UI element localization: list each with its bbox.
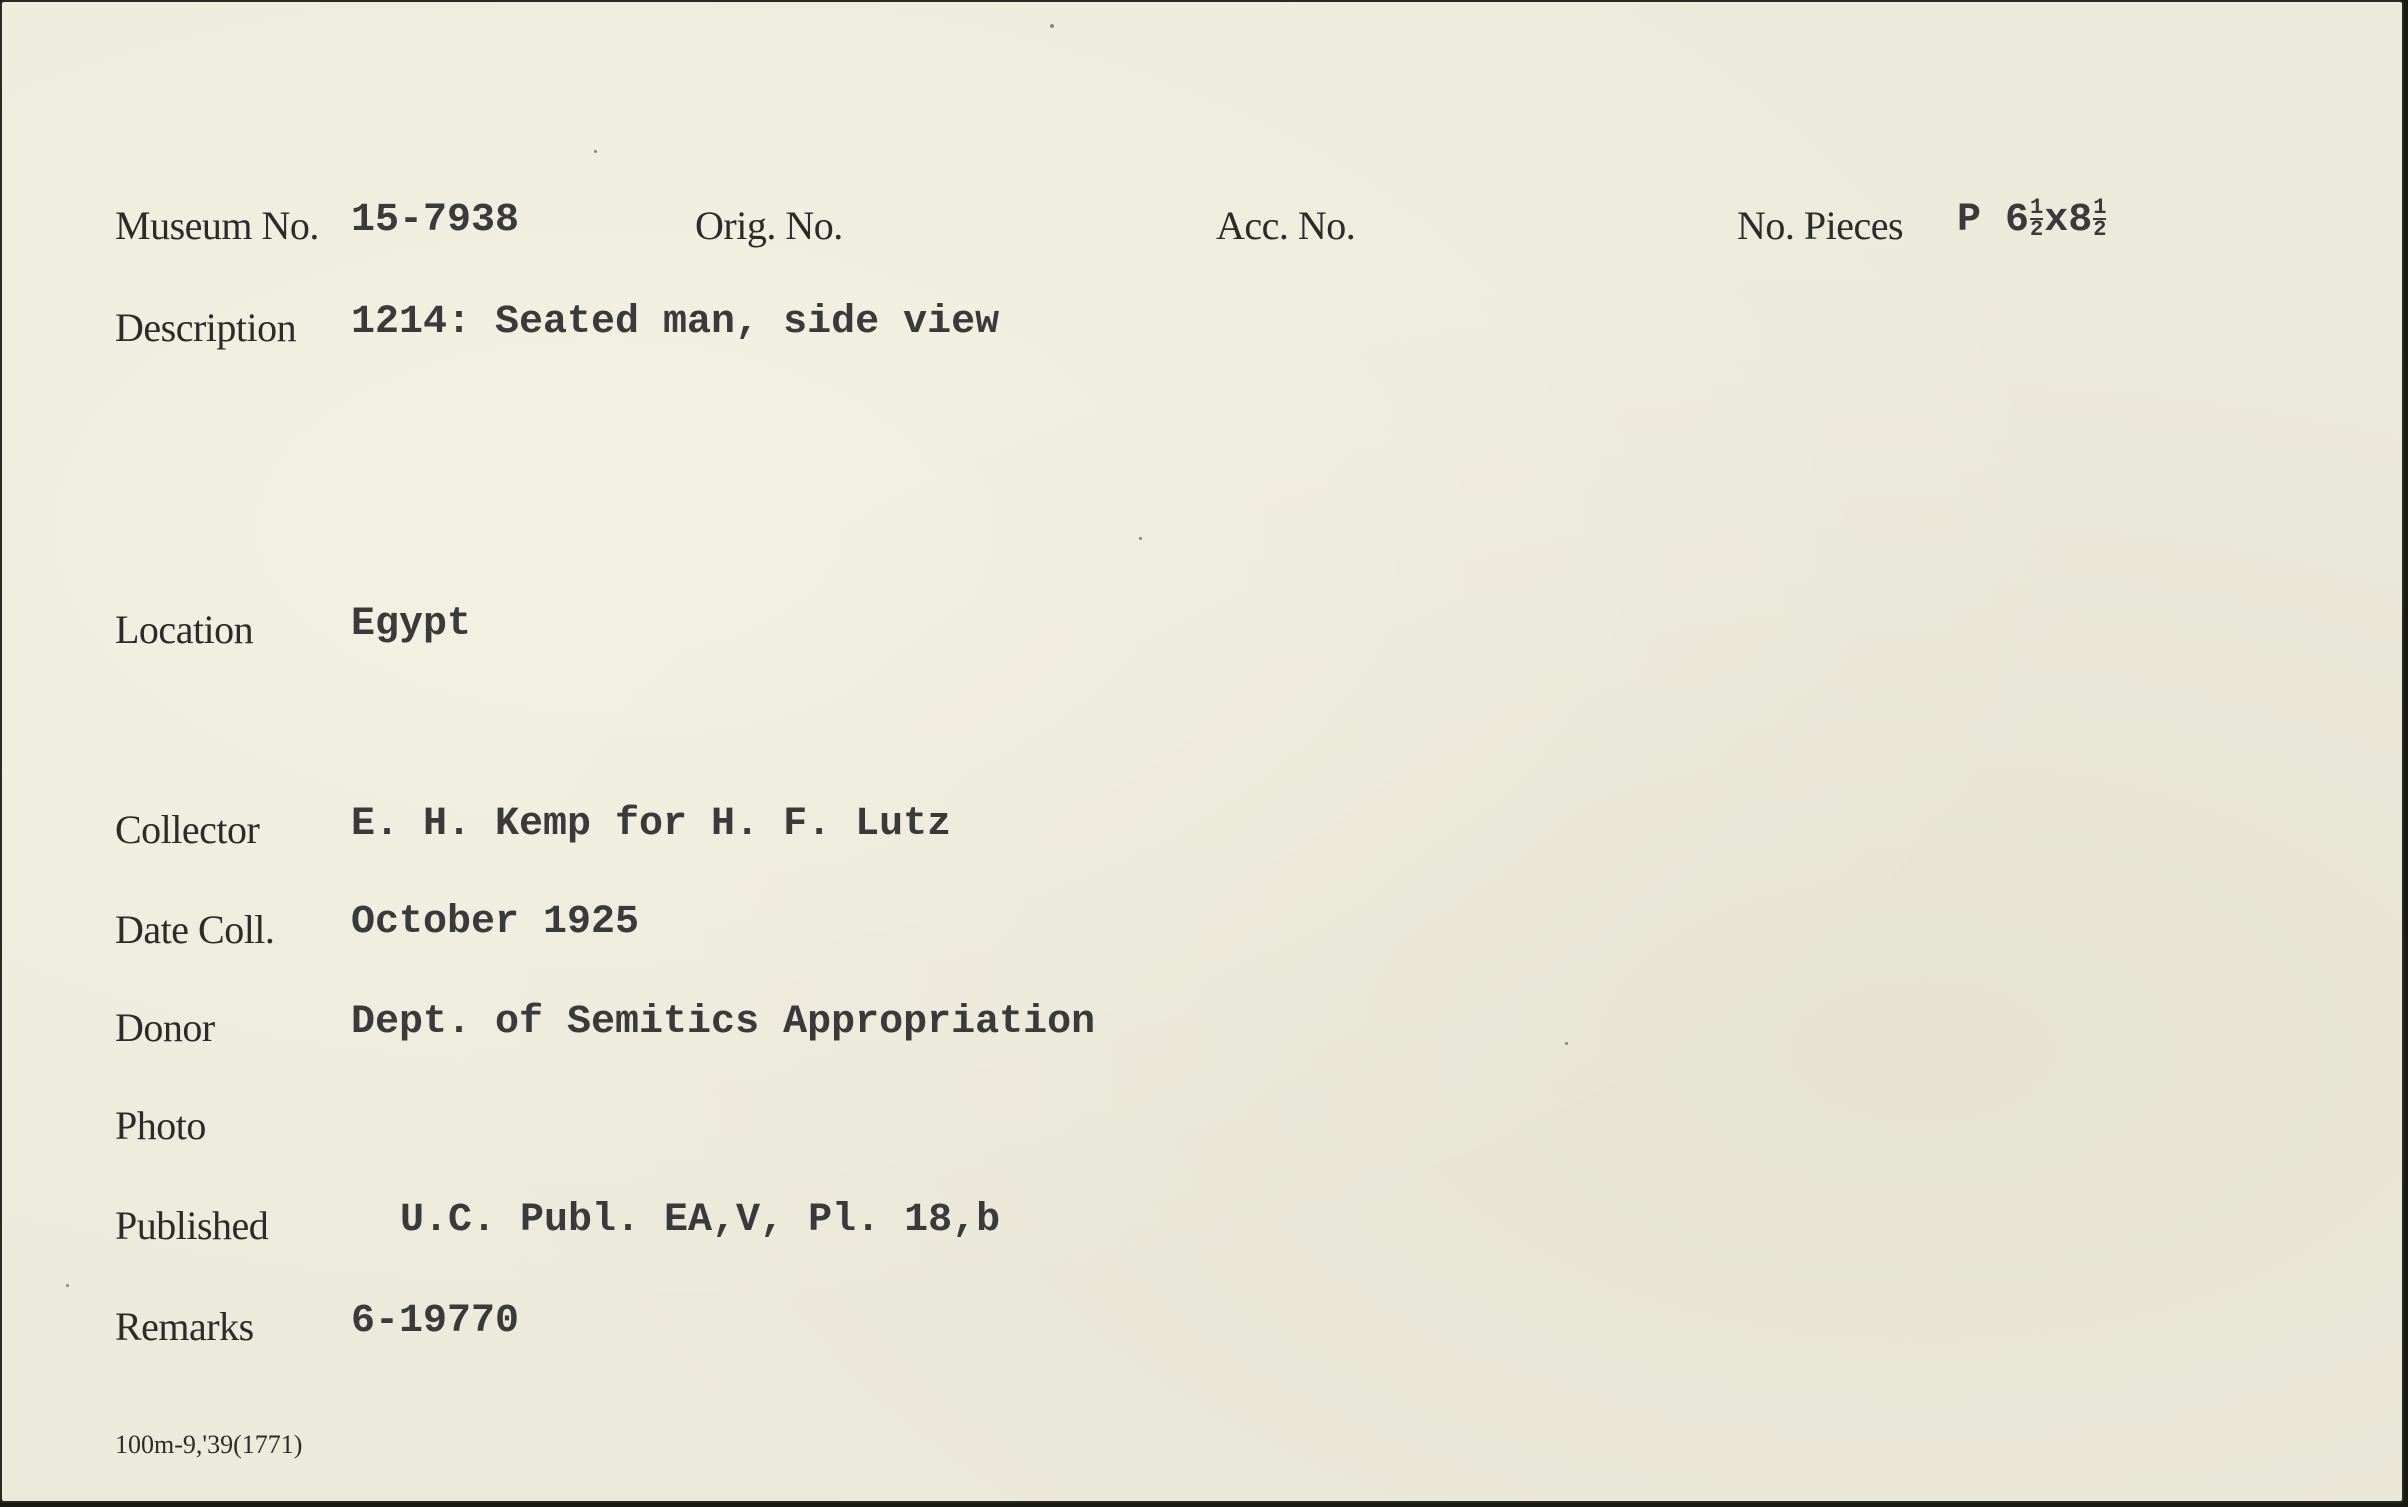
- collector-value: E. H. Kemp for H. F. Lutz: [351, 802, 952, 847]
- print-code: 100m-9,'39(1771): [115, 1430, 303, 1459]
- collector-label: Collector: [115, 807, 260, 852]
- remarks-value: 6-19770: [351, 1299, 520, 1344]
- paper-speck: [1139, 537, 1142, 540]
- fraction-numerator: 1: [2030, 195, 2044, 221]
- orig-no-label: Orig. No.: [695, 203, 843, 248]
- paper-speck: [594, 150, 597, 153]
- no-pieces-value: [1957, 195, 2107, 243]
- date-coll-value: October 1925: [351, 900, 640, 945]
- paper-speck: [66, 1284, 69, 1287]
- museum-no-label: Museum No.: [115, 203, 319, 248]
- fraction-denominator: 2: [2030, 217, 2044, 243]
- date-coll-label: Date Coll.: [115, 907, 275, 952]
- no-pieces-mid: x8: [2044, 198, 2093, 243]
- remarks-label: Remarks: [115, 1304, 254, 1349]
- no-pieces-prefix: P 6: [1957, 198, 2030, 243]
- description-value: 1214: Seated man, side view: [351, 300, 1000, 345]
- location-value: Egypt: [351, 602, 472, 647]
- no-pieces-label: No. Pieces: [1737, 203, 1904, 248]
- paper-speck: [1565, 1042, 1568, 1045]
- published-label: Published: [115, 1203, 269, 1248]
- description-label: Description: [115, 305, 297, 350]
- fraction-numerator: 1: [2093, 195, 2107, 221]
- fraction-denominator: 2: [2093, 217, 2107, 243]
- fraction-half-2: [2093, 195, 2107, 243]
- photo-label: Photo: [115, 1103, 206, 1148]
- fraction-half-1: [2030, 195, 2044, 243]
- museum-no-value: 15-7938: [351, 198, 520, 243]
- donor-label: Donor: [115, 1005, 215, 1050]
- paper-speck: [1050, 24, 1054, 28]
- acc-no-label: Acc. No.: [1216, 203, 1356, 248]
- location-label: Location: [115, 607, 254, 652]
- donor-value: Dept. of Semitics Appropriation: [351, 1000, 1096, 1045]
- published-value: U.C. Publ. EA,V, Pl. 18,b: [400, 1198, 1001, 1243]
